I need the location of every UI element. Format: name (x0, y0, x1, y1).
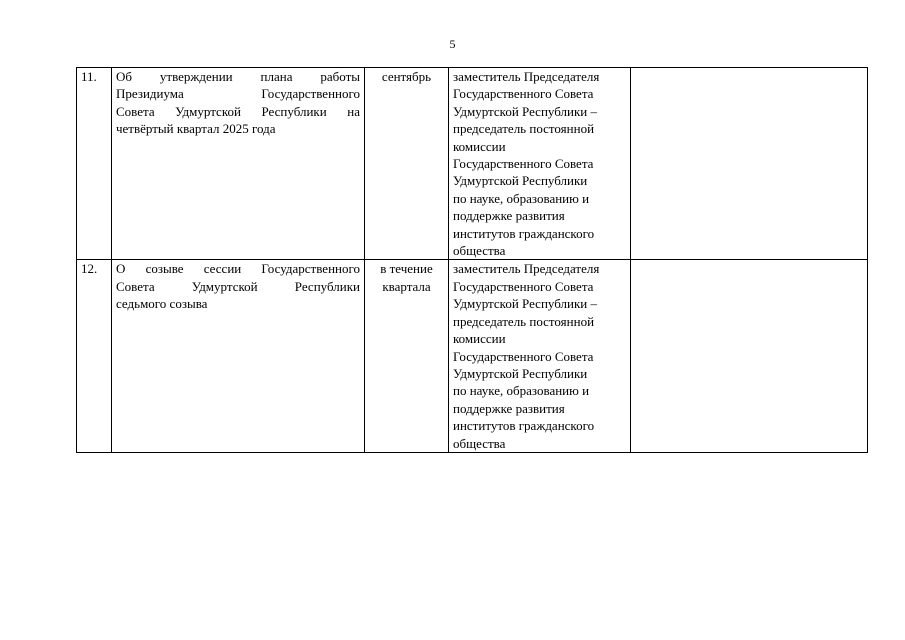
responsible-line: заместитель Председателя (453, 261, 600, 277)
responsible-line: заместитель Председателя (453, 69, 600, 84)
responsible-person (449, 260, 631, 452)
responsible-line: институтов гражданского (453, 225, 595, 241)
notes-cell (631, 68, 868, 260)
responsible-line: председатель постоянной (453, 313, 595, 329)
title-line: седьмого созыва (116, 296, 208, 312)
responsible-line: поддержке развития (453, 208, 565, 224)
responsible-line: Удмуртской Республики – (453, 296, 597, 312)
agenda-item-title (112, 68, 365, 260)
responsible-line: комиссии (453, 138, 506, 154)
responsible-line: общества (453, 435, 506, 451)
page-number: 5 (449, 37, 456, 51)
responsible-line: председатель постоянной (453, 121, 595, 137)
due-date: сентябрь (365, 68, 449, 260)
responsible-line: Удмуртской Республики – (453, 103, 597, 119)
due-date: в течение квартала (365, 260, 449, 452)
responsible-line: поддержке развития (453, 400, 565, 416)
responsible-line: институтов гражданского (453, 418, 595, 434)
agenda-item-title (112, 260, 365, 452)
notes-cell (631, 260, 868, 452)
title-line: четвёртый квартал 2025 года (116, 121, 276, 137)
responsible-person (449, 68, 631, 260)
table-row (77, 260, 868, 452)
row-number: 12. (77, 260, 112, 452)
title-line: Об утверждении плана работы (116, 69, 360, 84)
responsible-line: Государственного Совета (453, 348, 594, 364)
responsible-line: Государственного Совета (453, 156, 594, 172)
responsible-line: Удмуртской Республики (453, 365, 588, 381)
title-line: Совета Удмуртской Республики (116, 278, 360, 294)
plan-table (76, 67, 868, 453)
table-row (77, 68, 868, 260)
title-line: Совета Удмуртской Республики на (116, 103, 360, 119)
title-line: Президиума Государственного (116, 86, 360, 102)
responsible-line: Государственного Совета (453, 278, 594, 294)
row-number: 11. (77, 68, 112, 260)
responsible-line: Государственного Совета (453, 86, 594, 102)
responsible-line: Удмуртской Республики (453, 173, 588, 189)
title-line: О созыве сессии Государственного (116, 261, 360, 277)
responsible-line: по науке, образованию и (453, 190, 590, 206)
responsible-line: комиссии (453, 331, 506, 347)
responsible-line: общества (453, 243, 506, 259)
responsible-line: по науке, образованию и (453, 383, 590, 399)
